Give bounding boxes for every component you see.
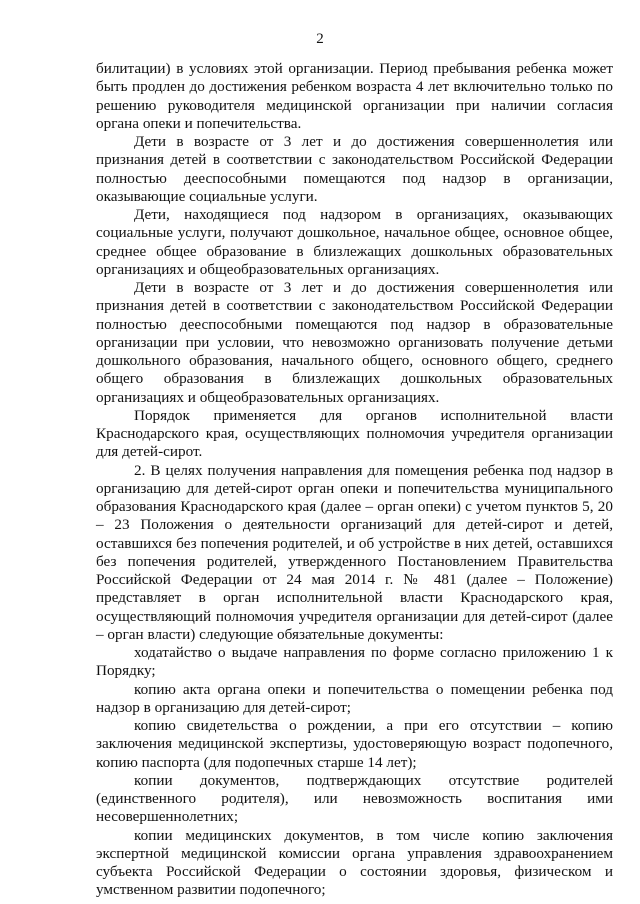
paragraph-procedure-applicability: Порядок применяется для органов исполнительной власти Краснодарского края, осуществляющих полномочия учредителя организации для детей-сирот. — [96, 406, 613, 461]
paragraph-section-2: 2. В целях получения направления для помещения ребенка под надзор в организацию для детей-сирот орган опеки и попечительства муниципального образования Краснодарского края (далее – орган опеки) с учетом пунктов 5, 20 – 23 Положения о деятельности организаций для детей-сирот и детей, оставшихся без попечения родителей, и об устройстве в них детей, оставшихся без попечения родителей, утвержденного Постановлением Правительства Российской Федерации от 24 мая 2014 г. № 481 (далее – Положение) представляет в орган исполнительной власти Краснодарского края, осуществляющий полномочия учредителя организации для детей-сирот (далее – орган власти) следующие обязательные документы: — [96, 461, 613, 643]
paragraph-continuation: билитации) в условиях этой организации. Период пребывания ребенка может быть продлен до достижения ребенком возраста 4 лет включительно только по решению руководителя медицинской организации при наличии согласия органа опеки и попечительства. — [96, 60, 613, 132]
list-item-birth-certificate: копию свидетельства о рождении, а при его отсутствии – копию заключения медицинской экспертизы, удостоверяющую возраст подопечного, копию паспорта (для подопечных старше 14 лет); — [96, 717, 613, 771]
list-item-guardianship-act: копию акта органа опеки и попечительства о помещении ребенка под надзор в организацию для детей-сирот; — [96, 680, 613, 716]
paragraph-age-3-social-services: Дети в возрасте от 3 лет и до достижения совершеннолетия или признания детей в соответствии с законодательством Российской Федерации полностью дееспособными помещаются под надзор в организации, оказывающие социальные услуги. — [96, 133, 613, 205]
list-item-medical-documents: копии медицинских документов, в том числе копию заключения экспертной медицинской комиссии органа управления здравоохранением субъекта Российской Федерации о состоянии здоровья, физическом и умственном развитии подопечного; — [96, 826, 613, 899]
document-body — [96, 60, 613, 900]
paragraph-age-3-educational-organizations: Дети в возрасте от 3 лет и до достижения совершеннолетия или признания детей в соответствии с законодательством Российской Федерации полностью дееспособными помещаются под надзор в образовательные организации при условии, что невозможно организовать получение детьми дошкольного образования, начального общего, основного общего, среднего общего образования в близлежащих дошкольных образовательных организациях и общеобразовательных организациях. — [96, 279, 613, 406]
list-item-parent-absence-documents: копии документов, подтверждающих отсутствие родителей (единственного родителя), или невозможность воспитания ими несовершеннолетних; — [96, 771, 613, 826]
list-item-petition: ходатайство о выдаче направления по форме согласно приложению 1 к Порядку; — [96, 644, 613, 680]
paragraph-education-in-social-services: Дети, находящиеся под надзором в организациях, оказывающих социальные услуги, получают дошкольное, начальное общее, основное общее, среднее общее образование в близлежащих дошкольных образовательных организациях и общеобразовательных организациях. — [96, 206, 613, 278]
page-number: 2 — [316, 31, 324, 47]
